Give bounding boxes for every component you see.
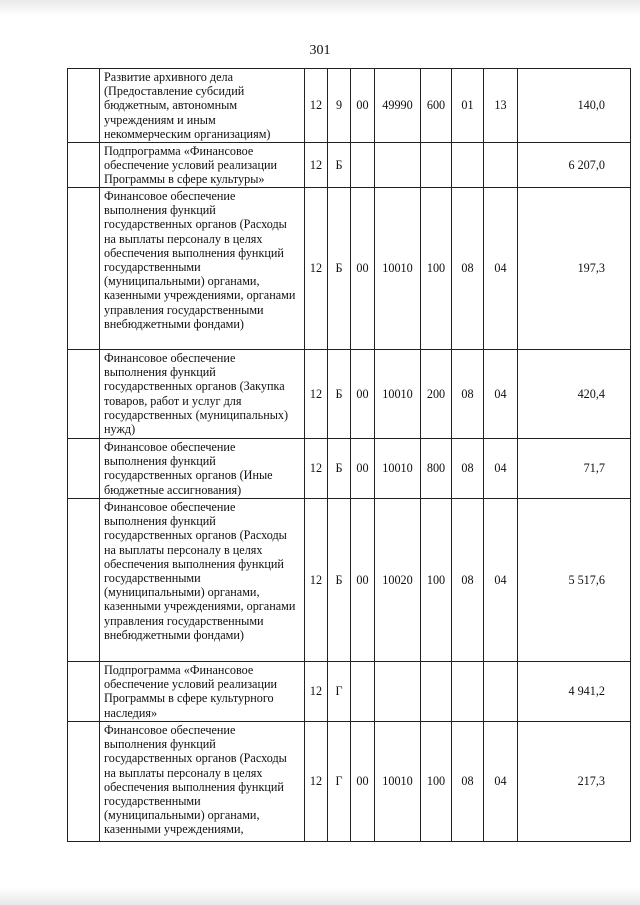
code-cell: Б xyxy=(328,350,351,439)
table-row xyxy=(68,350,631,439)
code-cell xyxy=(421,143,452,188)
code-cell: 08 xyxy=(452,350,484,439)
row-name: Финансовое обеспечение выполнения функций государственных органов (Закупка товаров, работ и услуг для государственных (муниципальных) нужд) xyxy=(100,350,305,439)
table-row xyxy=(68,188,631,350)
row-index-cell xyxy=(68,439,100,499)
code-cell: 9 xyxy=(328,69,351,143)
code-cell: 00 xyxy=(351,188,375,350)
code-cell: Б xyxy=(328,143,351,188)
code-cell xyxy=(484,143,518,188)
row-index-cell xyxy=(68,350,100,439)
code-cell: Б xyxy=(328,499,351,662)
amount-cell: 217,3 xyxy=(518,722,631,842)
scan-bottom-edge xyxy=(0,888,640,905)
row-name: Подпрограмма «Финансовое обеспечение условий реализации Программы в сфере культуры» xyxy=(100,143,305,188)
code-cell: 12 xyxy=(305,662,328,722)
page-number: 301 xyxy=(309,43,331,58)
amount-cell: 6 207,0 xyxy=(518,143,631,188)
code-cell: Б xyxy=(328,439,351,499)
table-row xyxy=(68,499,631,662)
table-row xyxy=(68,143,631,188)
amount-cell: 4 941,2 xyxy=(518,662,631,722)
code-cell: 08 xyxy=(452,722,484,842)
row-name: Финансовое обеспечение выполнения функций государственных органов (Расходы на выплаты персоналу в целях обеспечения выполнения функций государственными (муниципальными) органами, казенными учреждениями, органами управления государственными внебюджетными фондами) xyxy=(100,188,305,350)
code-cell: Г xyxy=(328,662,351,722)
scan-top-edge xyxy=(0,0,640,16)
code-cell xyxy=(452,662,484,722)
code-cell: 10010 xyxy=(375,439,421,499)
code-cell: 00 xyxy=(351,350,375,439)
code-cell: 800 xyxy=(421,439,452,499)
row-index-cell xyxy=(68,662,100,722)
code-cell: 08 xyxy=(452,439,484,499)
code-cell: 10010 xyxy=(375,350,421,439)
code-cell xyxy=(351,143,375,188)
table-row xyxy=(68,662,631,722)
code-cell: 04 xyxy=(484,350,518,439)
code-cell xyxy=(351,662,375,722)
code-cell: 00 xyxy=(351,499,375,662)
row-name: Финансовое обеспечение выполнения функций государственных органов (Расходы на выплаты персоналу в целях обеспечения выполнения функций государственными (муниципальными) органами, казенными учреждениями, xyxy=(100,722,305,842)
code-cell: 12 xyxy=(305,350,328,439)
row-index-cell xyxy=(68,722,100,842)
table-row xyxy=(68,722,631,842)
code-cell: 12 xyxy=(305,499,328,662)
code-cell: 04 xyxy=(484,188,518,350)
code-cell xyxy=(421,662,452,722)
code-cell: 01 xyxy=(452,69,484,143)
code-cell: 100 xyxy=(421,188,452,350)
code-cell: 08 xyxy=(452,499,484,662)
code-cell: 00 xyxy=(351,439,375,499)
code-cell: 12 xyxy=(305,188,328,350)
amount-cell: 140,0 xyxy=(518,69,631,143)
code-cell: 49990 xyxy=(375,69,421,143)
code-cell: 200 xyxy=(421,350,452,439)
code-cell xyxy=(375,662,421,722)
row-name: Финансовое обеспечение выполнения функций государственных органов (Расходы на выплаты персоналу в целях обеспечения выполнения функций государственными (муниципальными) органами, казенными учреждениями, органами управления государственными внебюджетными фондами) xyxy=(100,499,305,662)
code-cell: 600 xyxy=(421,69,452,143)
row-name: Финансовое обеспечение выполнения функций государственных органов (Иные бюджетные ассигнования) xyxy=(100,439,305,499)
amount-cell: 5 517,6 xyxy=(518,499,631,662)
row-name: Развитие архивного дела (Предоставление субсидий бюджетным, автономным учреждениям и иным некоммерческим организациям) xyxy=(100,69,305,143)
code-cell: Б xyxy=(328,188,351,350)
code-cell: 10010 xyxy=(375,188,421,350)
code-cell xyxy=(484,662,518,722)
code-cell: 10020 xyxy=(375,499,421,662)
code-cell: 04 xyxy=(484,439,518,499)
row-index-cell xyxy=(68,499,100,662)
code-cell: 13 xyxy=(484,69,518,143)
code-cell: 100 xyxy=(421,499,452,662)
amount-cell: 71,7 xyxy=(518,439,631,499)
code-cell: 04 xyxy=(484,499,518,662)
code-cell: 12 xyxy=(305,439,328,499)
amount-cell: 197,3 xyxy=(518,188,631,350)
budget-table xyxy=(67,68,631,842)
table-row xyxy=(68,69,631,143)
code-cell: 12 xyxy=(305,143,328,188)
row-index-cell xyxy=(68,188,100,350)
code-cell: 12 xyxy=(305,69,328,143)
code-cell xyxy=(452,143,484,188)
amount-cell: 420,4 xyxy=(518,350,631,439)
code-cell: 10010 xyxy=(375,722,421,842)
code-cell: 08 xyxy=(452,188,484,350)
code-cell: 00 xyxy=(351,69,375,143)
row-index-cell xyxy=(68,143,100,188)
row-index-cell xyxy=(68,69,100,143)
code-cell: Г xyxy=(328,722,351,842)
code-cell: 100 xyxy=(421,722,452,842)
code-cell: 12 xyxy=(305,722,328,842)
code-cell xyxy=(375,143,421,188)
table-row xyxy=(68,439,631,499)
row-name: Подпрограмма «Финансовое обеспечение условий реализации Программы в сфере культурного наследия» xyxy=(100,662,305,722)
code-cell: 00 xyxy=(351,722,375,842)
code-cell: 04 xyxy=(484,722,518,842)
